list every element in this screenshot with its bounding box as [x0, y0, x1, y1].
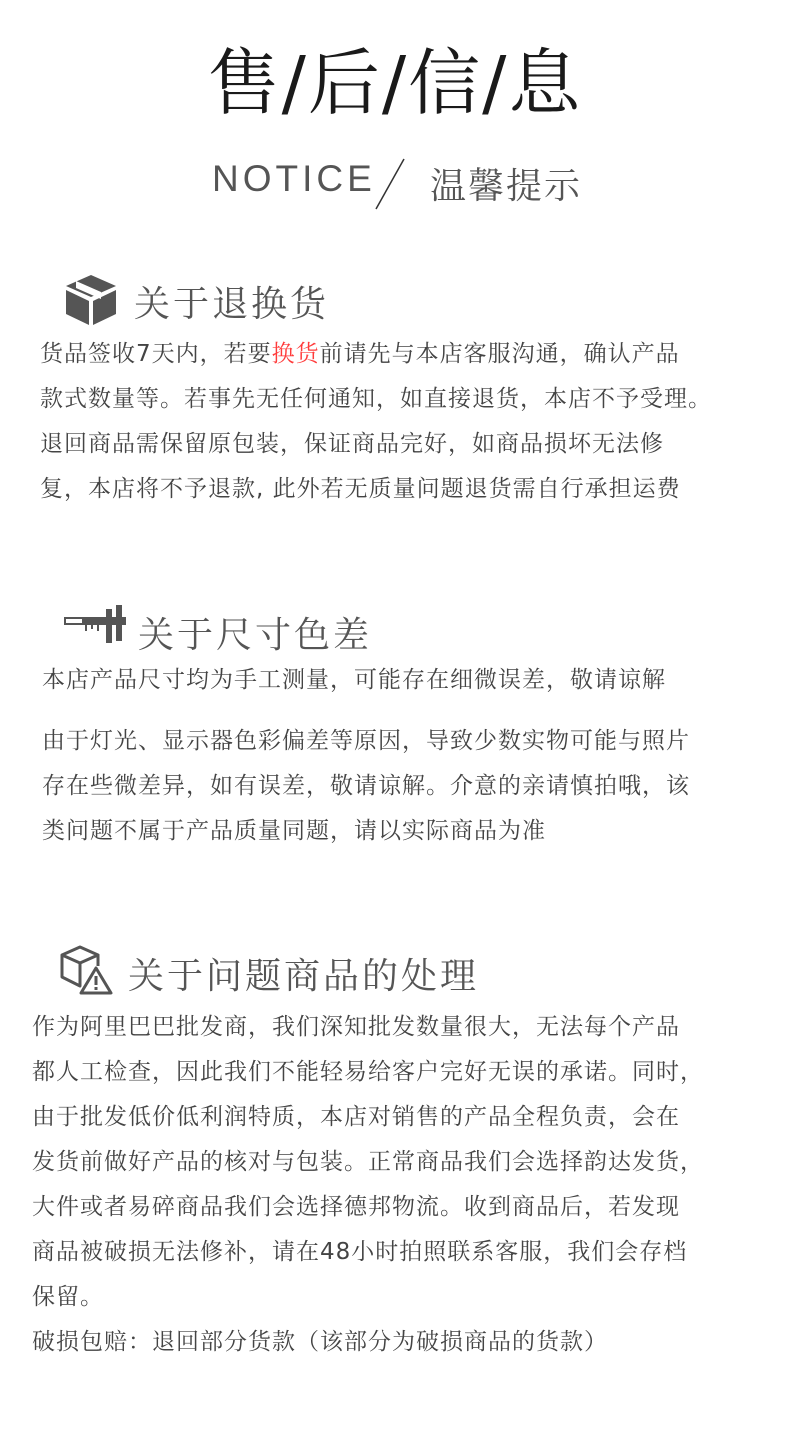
text-line: 保留。	[32, 1284, 104, 1310]
damaged-box-warning-icon	[58, 944, 114, 996]
caliper-icon	[62, 603, 128, 647]
size-paragraph-2	[42, 719, 690, 854]
subtitle-english: NOTICE	[212, 158, 376, 199]
subtitle	[0, 150, 790, 214]
highlight-exchange: 换货	[271, 341, 320, 367]
size-paragraph-1	[42, 658, 666, 703]
text-segment: 货品签收7天内，若要	[40, 341, 272, 367]
text-line: 款式数量等。若事先无任何通知，如直接退货，本店不予受理。	[40, 386, 712, 412]
text-line	[40, 332, 712, 377]
text-line: 大件或者易碎商品我们会选择德邦物流。收到商品后，若发现	[32, 1194, 680, 1220]
text-line: 复，本店将不予退款, 此外若无质量问题退货需自行承担运费	[40, 476, 681, 502]
text-line: 本店产品尺寸均为手工测量，可能存在细微误差，敬请谅解	[42, 667, 666, 693]
returns-paragraph	[40, 332, 712, 512]
section-size-header	[62, 603, 392, 663]
section-title: 关于尺寸色差	[138, 615, 373, 656]
problem-goods-paragraph	[32, 1005, 704, 1365]
subtitle-chinese: 温馨提示	[430, 166, 583, 207]
section-title: 关于问题商品的处理	[128, 956, 480, 997]
section-returns-header	[62, 272, 382, 332]
slash-divider-icon	[372, 156, 408, 212]
box-icon	[62, 272, 120, 328]
text-line: 作为阿里巴巴批发商，我们深知批发数量很大，无法每个产品	[32, 1014, 680, 1040]
section-title: 关于退换货	[134, 284, 330, 325]
text-line: 由于灯光、显示器色彩偏差等原因，导致少数实物可能与照片	[42, 728, 690, 754]
text-segment: 前请先与本店客服沟通，确认产品	[319, 341, 680, 367]
text-line: 都人工检查，因此我们不能轻易给客户完好无误的承诺。同时，	[32, 1059, 704, 1085]
text-line: 破损包赔：退回部分货款（该部分为破损商品的货款）	[32, 1329, 608, 1355]
text-line: 存在些微差异，如有误差，敬请谅解。介意的亲请慎拍哦，该	[42, 773, 690, 799]
text-line: 发货前做好产品的核对与包装。正常商品我们会选择韵达发货，	[32, 1149, 704, 1175]
text-line: 由于批发低价低利润特质，本店对销售的产品全程负责，会在	[32, 1104, 680, 1130]
text-line: 类问题不属于产品质量同题，请以实际商品为准	[42, 818, 546, 844]
section-problem-goods-header	[58, 944, 498, 1004]
text-line: 退回商品需保留原包装，保证商品完好，如商品损坏无法修	[40, 431, 664, 457]
page-title: 售/后/信/息	[207, 41, 583, 125]
text-line: 商品被破损无法修补，请在48小时拍照联系客服，我们会存档	[32, 1239, 688, 1265]
